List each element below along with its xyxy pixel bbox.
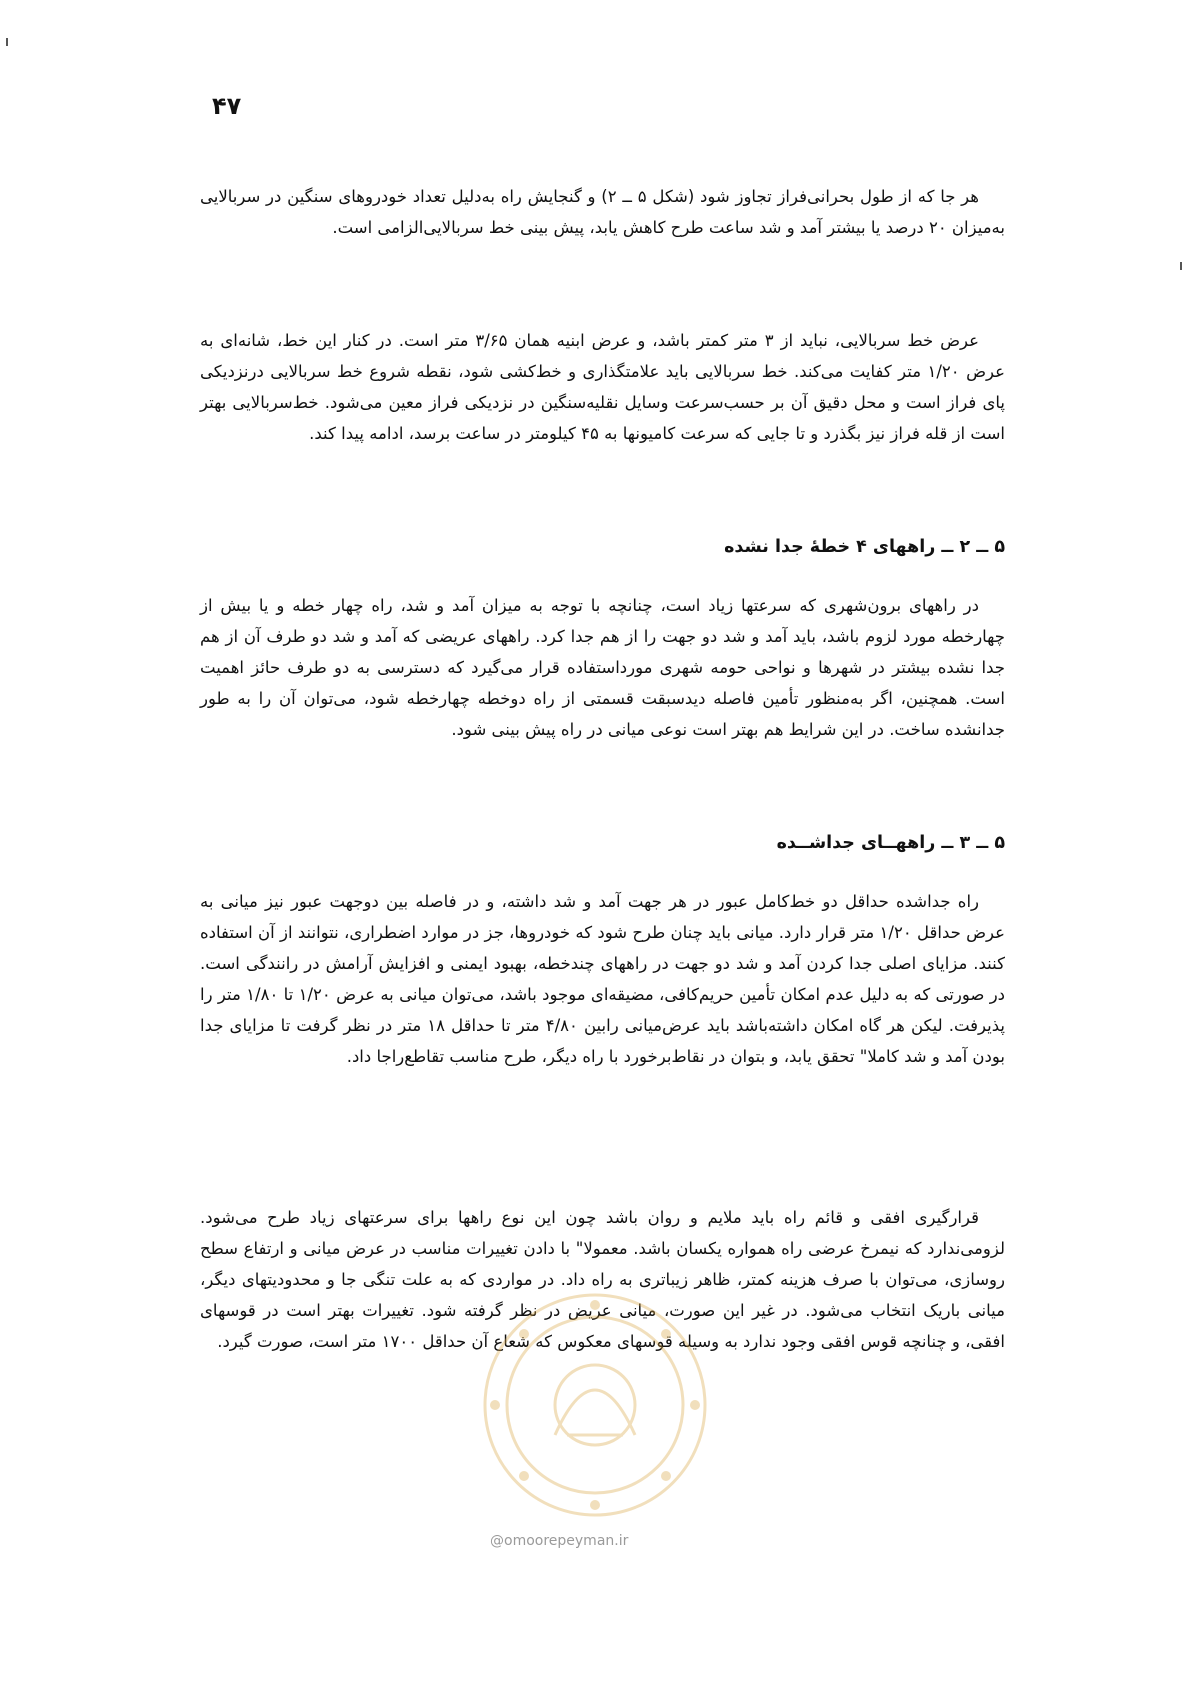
intro-paragraph-1: [200, 181, 1005, 243]
section-3-paragraph-1: [200, 886, 1005, 1072]
paragraph: راه جداشده حداقل دو خط‌کامل عبور در هر جهت آمد و شد داشته، و در فاصله بین دوجهت عبور نیز میانی به عرض حداقل ۱/۲۰ متر قرار دارد. میانی باید چنان طرح شود که خودروها، جز در موارد اضطراری، نتوانند از آن استفاده کنند. مزایای اصلی جدا کردن آمد و شد دو جهت در راههای چندخطه، بهبود ایمنی و افزایش آرامش در رانندگی است. در صورتی که به دلیل عدم امکان تأمین حریم‌کافی، مضیقه‌ای موجود باشد، می‌توان میانی به عرض ۱/۲۰ تا ۱/۸۰ متر را پذیرفت. لیکن هر گاه امکان داشته‌باشد باید عرض‌میانی رابین ۴/۸۰ متر تا حداقل ۱۸ متر در نظر گرفت تا مزایای جدا بودن آمد و شد کاملا" تحقق یابد، و بتوان در نقاط‌برخورد با راه دیگر، طرح مناسب تقاطع‌راجا داد.: [200, 892, 1006, 1066]
watermark-site-text: @omoorepeyman.ir: [490, 1533, 629, 1549]
section-heading: ۵ ــ ۲ ــ راههای ۴ خطهٔ جدا نشده: [724, 537, 1005, 557]
paragraph: در راههای برون‌شهری که سرعتها زیاد است، چنانچه با توجه به میزان آمد و شد، راه چهار خطه و یا بیش از چهارخطه مورد لزوم باشد، باید آمد و شد دو جهت را از هم جدا کرد. راههای عریضی که آمد و شد دو طرف آن از هم جدا نشده بیشتر در شهرها و نواحی حومه شهری مورداستفاده قرار می‌گیرد که دسترسی به دو طرف حائز اهمیت است. همچنین، اگر به‌منظور تأمین فاصله دیدسبقت قسمتی از راه دوخطه چهارخطه شود، می‌توان آن را به طور جدانشده ساخت. در این شرایط هم بهتر است نوعی میانی در راه پیش بینی شود.: [200, 596, 1005, 739]
emblem-watermark-icon: [475, 1285, 715, 1525]
paragraph: عرض خط سربالایی، نباید از ۳ متر کمتر باشد، و عرض ابنیه همان ۳/۶۵ متر است. در کنار این خط، شانه‌ای به عرض ۱/۲۰ متر کفایت می‌کند. خط سربالایی باید علامتگذاری و خط‌کشی شود، نقطه شروع خط سربالایی درنزدیکی پای فراز است و محل دقیق آن بر حسب‌سرعت وسایل نقلیه‌سنگین در نزدیکی فراز معین می‌شود. خط‌سربالایی بهتر است از قله فراز نیز بگذرد و تا جایی که سرعت کامیونها به ۴۵ کیلومتر در ساعت برسد، ادامه پیدا کند.: [200, 331, 1005, 443]
paragraph: قرارگیری افقی و قائم راه باید ملایم و روان باشد چون این نوع راهها برای سرعتهای زیاد طرح می‌شود. لزومی‌ندارد که نیمرخ عرضی راه همواره یکسان باشد. معمولا" با دادن تغییرات مناسب در عرض میانی و ارتفاع سطح روسازی، می‌توان با صرف هزینه کمتر، ظاهر زیباتری به راه داد. در مواردی که به علت تنگی جا و محدودیتهای دیگر، میانی باریک انتخاب می‌شود. در غیر این صورت، میانی عریض در نظر گرفته شود. تغییرات بهتر است در قوسهای افقی، و چنانچه قوس افقی وجود ندارد به وسیله قوسهای معکوس که شعاع آن حداقل ۱۷۰۰ متر است، صورت گیرد.: [200, 1208, 1005, 1351]
page-number: ۴۷: [212, 92, 242, 120]
intro-paragraph-2: [200, 325, 1005, 449]
paragraph: هر جا که از طول بحرانی‌فراز تجاوز شود (شکل ۵ ــ ۲) و گنجایش راه به‌دلیل تعداد خودروهای سنگین در سربالایی به‌میزان ۲۰ درصد یا بیشتر آمد و شد ساعت طرح کاهش یابد، پیش بینی خط سربالایی‌الزامی است.: [200, 187, 1005, 237]
scan-edge-mark: [1180, 262, 1182, 270]
scan-edge-mark: [6, 38, 8, 46]
section-2-paragraph: [200, 590, 1005, 745]
section-heading: ۵ ــ ۳ ــ راههــای جداشــده: [776, 833, 1005, 853]
